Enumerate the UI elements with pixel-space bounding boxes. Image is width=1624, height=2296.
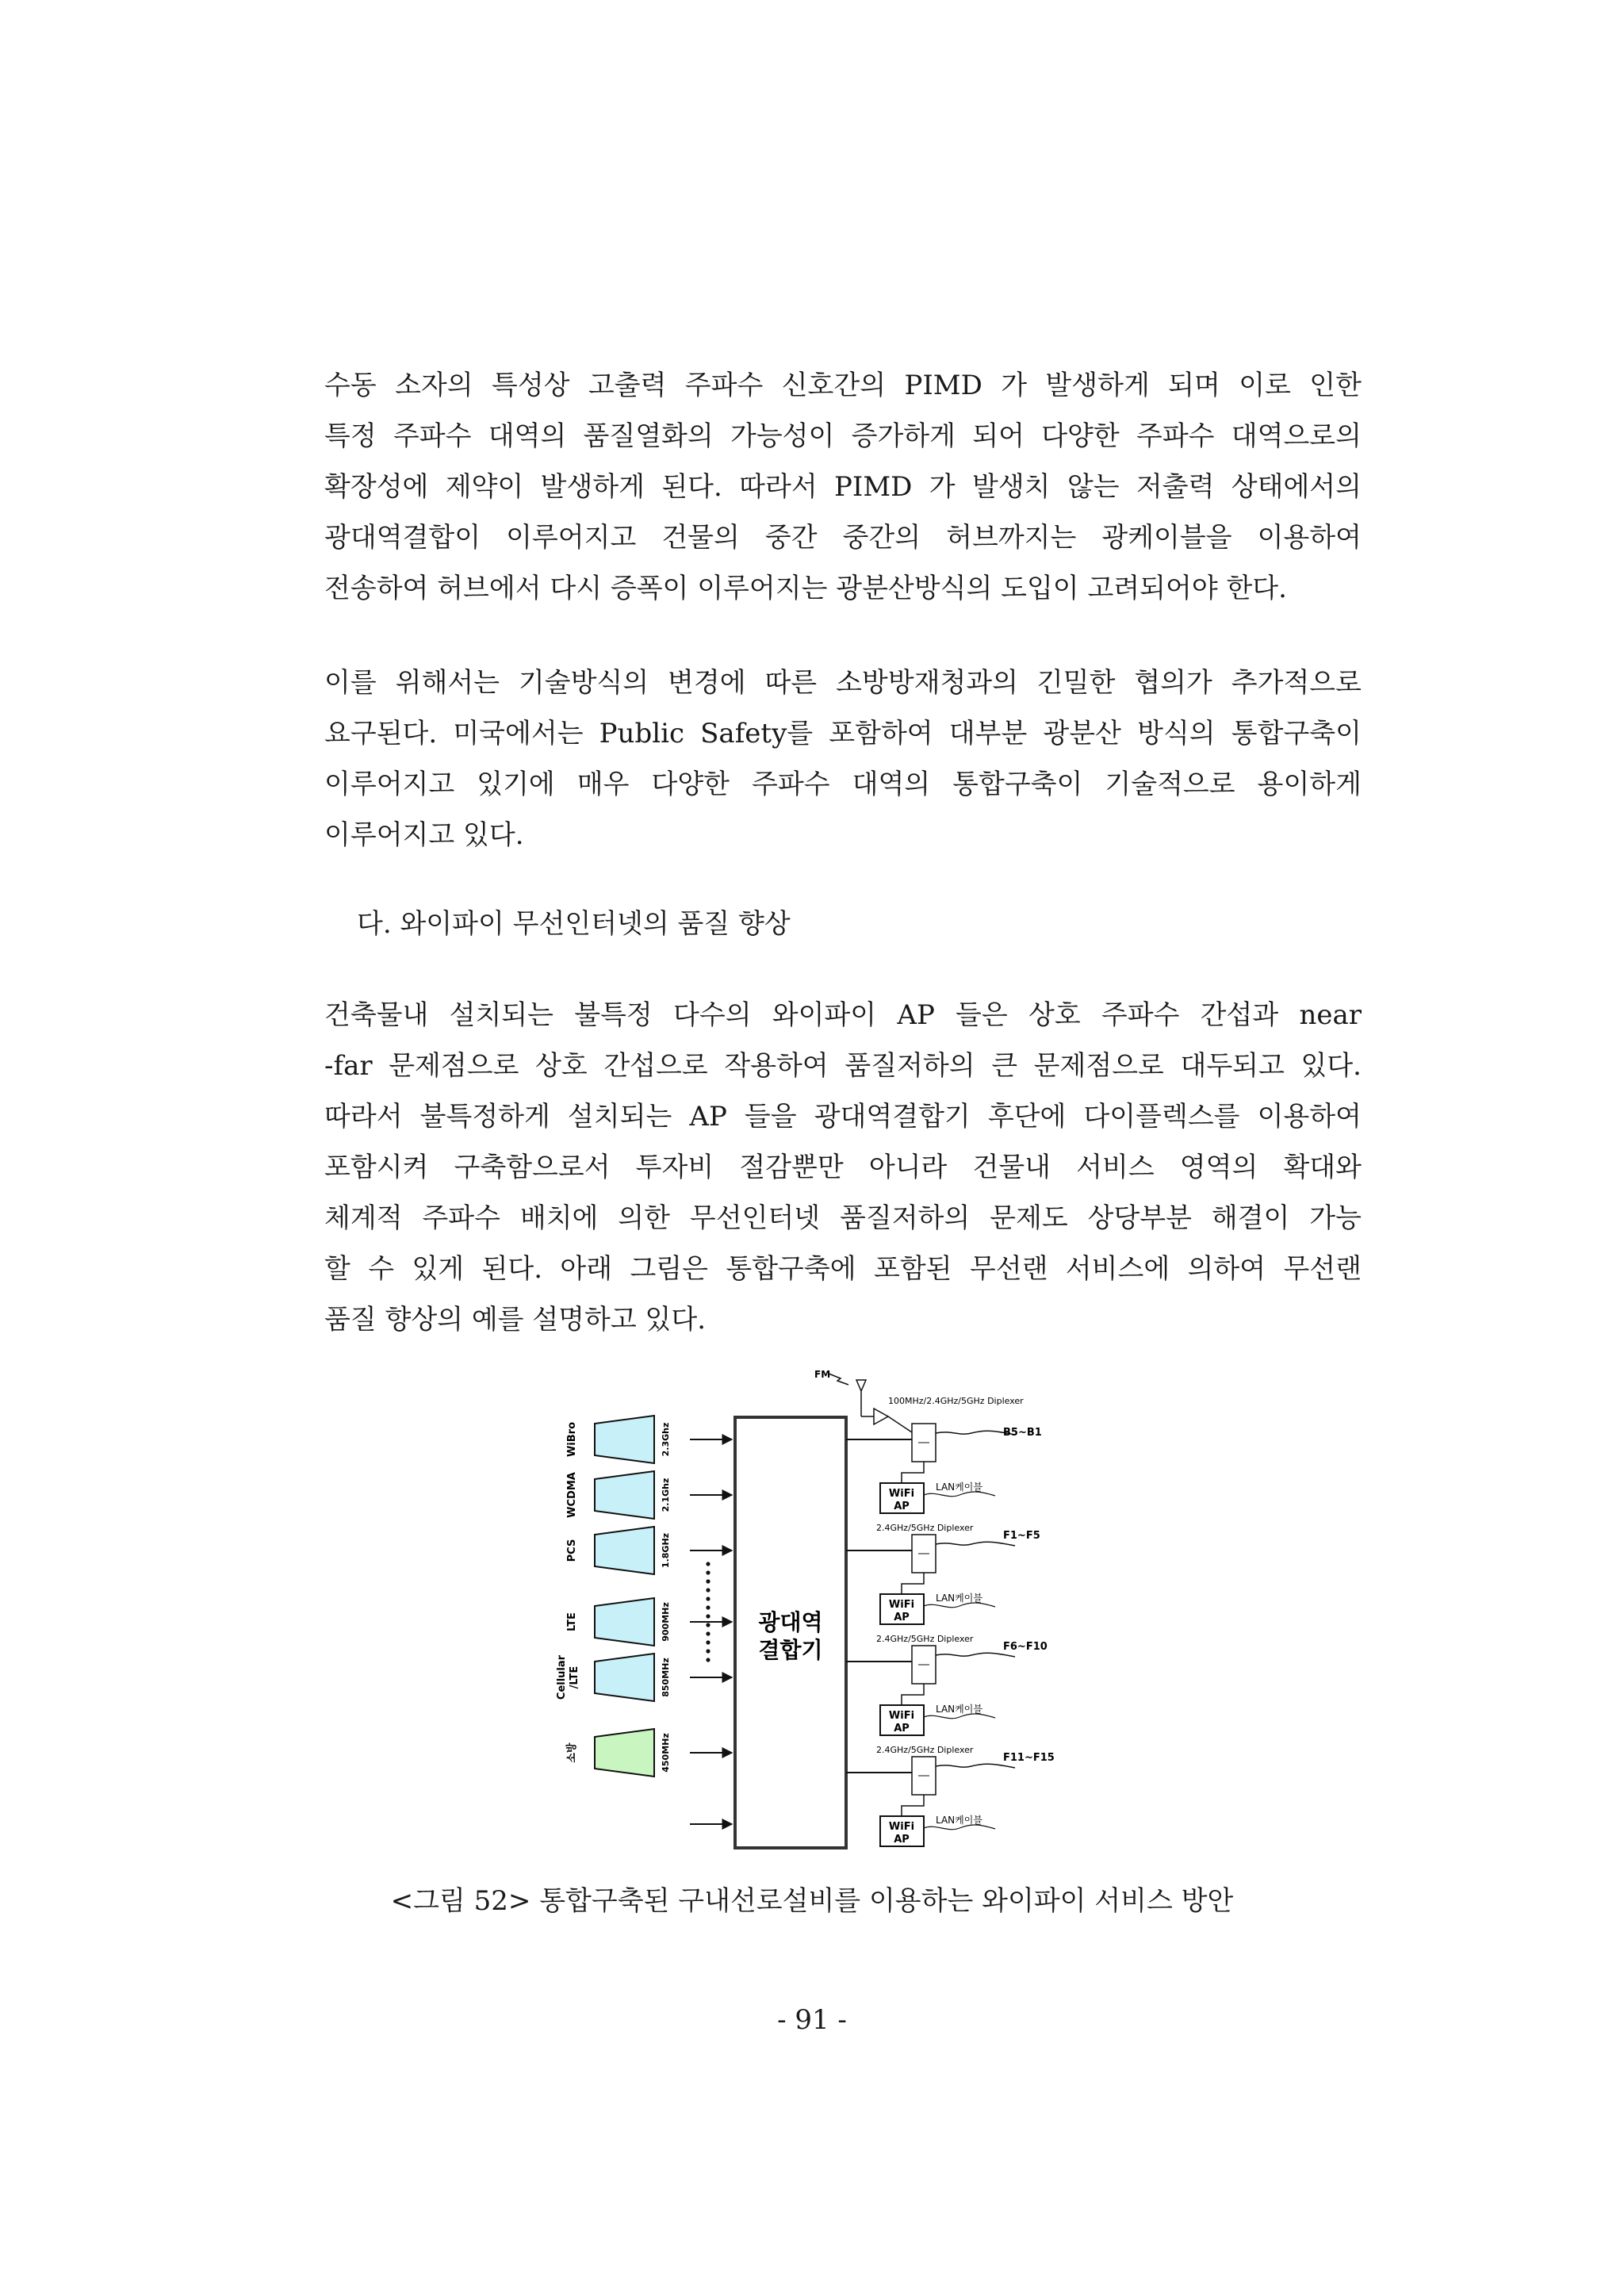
text-line: 할 수 있게 된다. 아래 그림은 통합구축에 포함된 무선랜 서비스에 의하여 무선랜	[324, 1253, 1362, 1285]
wifi-label: WiFi	[888, 1599, 915, 1611]
diplexer-label: 2.4GHz/5GHz Diplexer	[876, 1745, 974, 1755]
text-line: 이루어지고 있기에 매우 다양한 주파수 대역의 통합구축이 기술적으로 용이하게	[324, 769, 1362, 800]
lan-cable-label: LAN케이블	[936, 1481, 982, 1493]
floor-range-label: F6~F10	[1003, 1641, 1048, 1653]
antenna-feed	[888, 1416, 912, 1432]
lan-cable-label: LAN케이블	[936, 1704, 982, 1715]
band-frequency-label: 850MHz	[661, 1658, 671, 1697]
text-line: 수동 소자의 특성상 고출력 주파수 신호간의 PIMD 가 발생하게 되며 이로 인한	[324, 370, 1362, 401]
text-line: 전송하여 허브에서 다시 증폭이 이루어지는 광분산방식의 도입이 고려되어야 한다.	[324, 573, 1287, 604]
floor-group	[846, 1523, 1040, 1624]
diplexer-label: 2.4GHz/5GHz Diplexer	[876, 1523, 974, 1533]
band-service-label: WiBro	[566, 1421, 578, 1458]
text-line: 포함시켜 구축함으로서 투자비 절감뿐만 아니라 건물내 서비스 영역의 확대와	[324, 1152, 1362, 1183]
text-line: 특정 주파수 대역의 품질열화의 가능성이 증가하게 되어 다양한 주파수 대역으로의	[324, 420, 1362, 452]
paragraph-3	[297, 990, 1362, 1345]
ap-label: AP	[894, 1723, 910, 1734]
band-filter-shape	[595, 1654, 654, 1701]
ap-label: AP	[894, 1501, 910, 1512]
ap-connection	[902, 1573, 924, 1594]
band-service-label: /LTE	[569, 1665, 580, 1689]
band-filter-shape	[595, 1598, 654, 1646]
wifi-label: WiFi	[888, 1821, 915, 1833]
band-frequency-label: 1.8GHz	[661, 1532, 671, 1569]
text-line: 이루어지고 있다.	[324, 819, 524, 851]
band-service-label: 소방	[566, 1742, 578, 1763]
paragraph-1	[297, 360, 1362, 614]
floor-cable	[936, 1653, 1015, 1657]
floor-group	[846, 1745, 1055, 1846]
text-line: 건축물내 설치되는 불특정 다수의 와이파이 AP 들은 상호 주파수 간섭과 near	[324, 999, 1362, 1031]
ap-label: AP	[894, 1834, 910, 1846]
fm-label: FM	[814, 1369, 831, 1380]
floor-range-label: F1~F5	[1003, 1530, 1040, 1542]
top-diplexer-label: 100MHz/2.4GHz/5GHz Diplexer	[888, 1396, 1024, 1406]
band-group	[565, 1729, 732, 1777]
floor-cable	[936, 1542, 1015, 1546]
lan-cable-label: LAN케이블	[936, 1593, 982, 1604]
diplexer-label: 2.4GHz/5GHz Diplexer	[876, 1634, 974, 1644]
floor-group	[846, 1424, 1042, 1513]
band-service-label: Cellular	[556, 1654, 568, 1700]
band-filter-shape	[595, 1729, 654, 1777]
lan-cable-label: LAN케이블	[936, 1815, 982, 1826]
figure-caption: <그림 52> 통합구축된 구내선로설비를 이용하는 와이파이 서비스 방안	[390, 1885, 1234, 1917]
text-line: 품질 향상의 예를 설명하고 있다.	[324, 1304, 707, 1336]
wifi-label: WiFi	[888, 1710, 915, 1722]
floor-group	[846, 1634, 1048, 1735]
fm-signal-icon	[829, 1374, 848, 1385]
band-frequency-label: 900MHz	[661, 1602, 671, 1642]
text-line: 이를 위해서는 기술방식의 변경에 따른 소방방재청과의 긴밀한 협의가 추가적으로	[324, 667, 1362, 699]
ap-connection	[902, 1462, 924, 1483]
wifi-diagram	[539, 1356, 1094, 1864]
continuation-dots	[706, 1562, 710, 1662]
antenna-icon	[856, 1380, 866, 1409]
band-filter-shape	[595, 1416, 654, 1463]
text-line: 확장성에 제약이 발생하게 된다. 따라서 PIMD 가 발생치 않는 저출력 상태에서의	[324, 471, 1362, 503]
band-filter-shape	[595, 1471, 654, 1519]
floor-range-label: B5~B1	[1003, 1427, 1042, 1439]
text-line: 따라서 불특정하게 설치되는 AP 들을 광대역결합기 후단에 다이플렉스를 이용하여	[324, 1101, 1362, 1133]
page-number: - 91 -	[777, 2004, 847, 2036]
band-frequency-label: 2.1Ghz	[661, 1478, 671, 1512]
combiner-label: 결합기	[758, 1637, 823, 1663]
text-line: -far 문제점으로 상호 간섭으로 작용하여 품질저하의 큰 문제점으로 대두되고 있다.	[324, 1050, 1362, 1082]
floor-range-label: F11~F15	[1003, 1752, 1055, 1764]
band-frequency-label: 450MHz	[661, 1733, 671, 1773]
text-line: 체계적 주파수 배치에 의한 무선인터넷 품질저하의 문제도 상당부분 해결이 가능	[324, 1202, 1362, 1234]
text-line: 광대역결합이 이루어지고 건물의 중간 중간의 허브까지는 광케이블을 이용하여	[324, 522, 1362, 554]
band-group	[566, 1527, 732, 1574]
ap-connection	[902, 1795, 924, 1816]
floor-cable	[936, 1764, 1015, 1768]
ap-label: AP	[894, 1612, 910, 1623]
ap-connection	[902, 1684, 924, 1705]
section-heading: 다. 와이파이 무선인터넷의 품질 향상	[357, 908, 791, 940]
band-service-label: WCDMA	[566, 1472, 578, 1518]
band-group	[556, 1654, 732, 1701]
band-group	[566, 1416, 732, 1463]
band-service-label: LTE	[566, 1612, 578, 1631]
band-group	[566, 1471, 732, 1519]
wifi-label: WiFi	[888, 1488, 915, 1500]
paragraph-2	[297, 657, 1362, 861]
fm-amplifier-icon	[874, 1409, 888, 1424]
band-frequency-label: 2.3Ghz	[661, 1422, 671, 1457]
band-group	[566, 1598, 732, 1646]
combiner-label: 광대역	[758, 1609, 823, 1635]
text-line: 요구된다. 미국에서는 Public Safety를 포함하여 대부분 광분산 방식의 통합구축이	[324, 718, 1362, 749]
band-service-label: PCS	[566, 1539, 578, 1562]
band-filter-shape	[595, 1527, 654, 1574]
